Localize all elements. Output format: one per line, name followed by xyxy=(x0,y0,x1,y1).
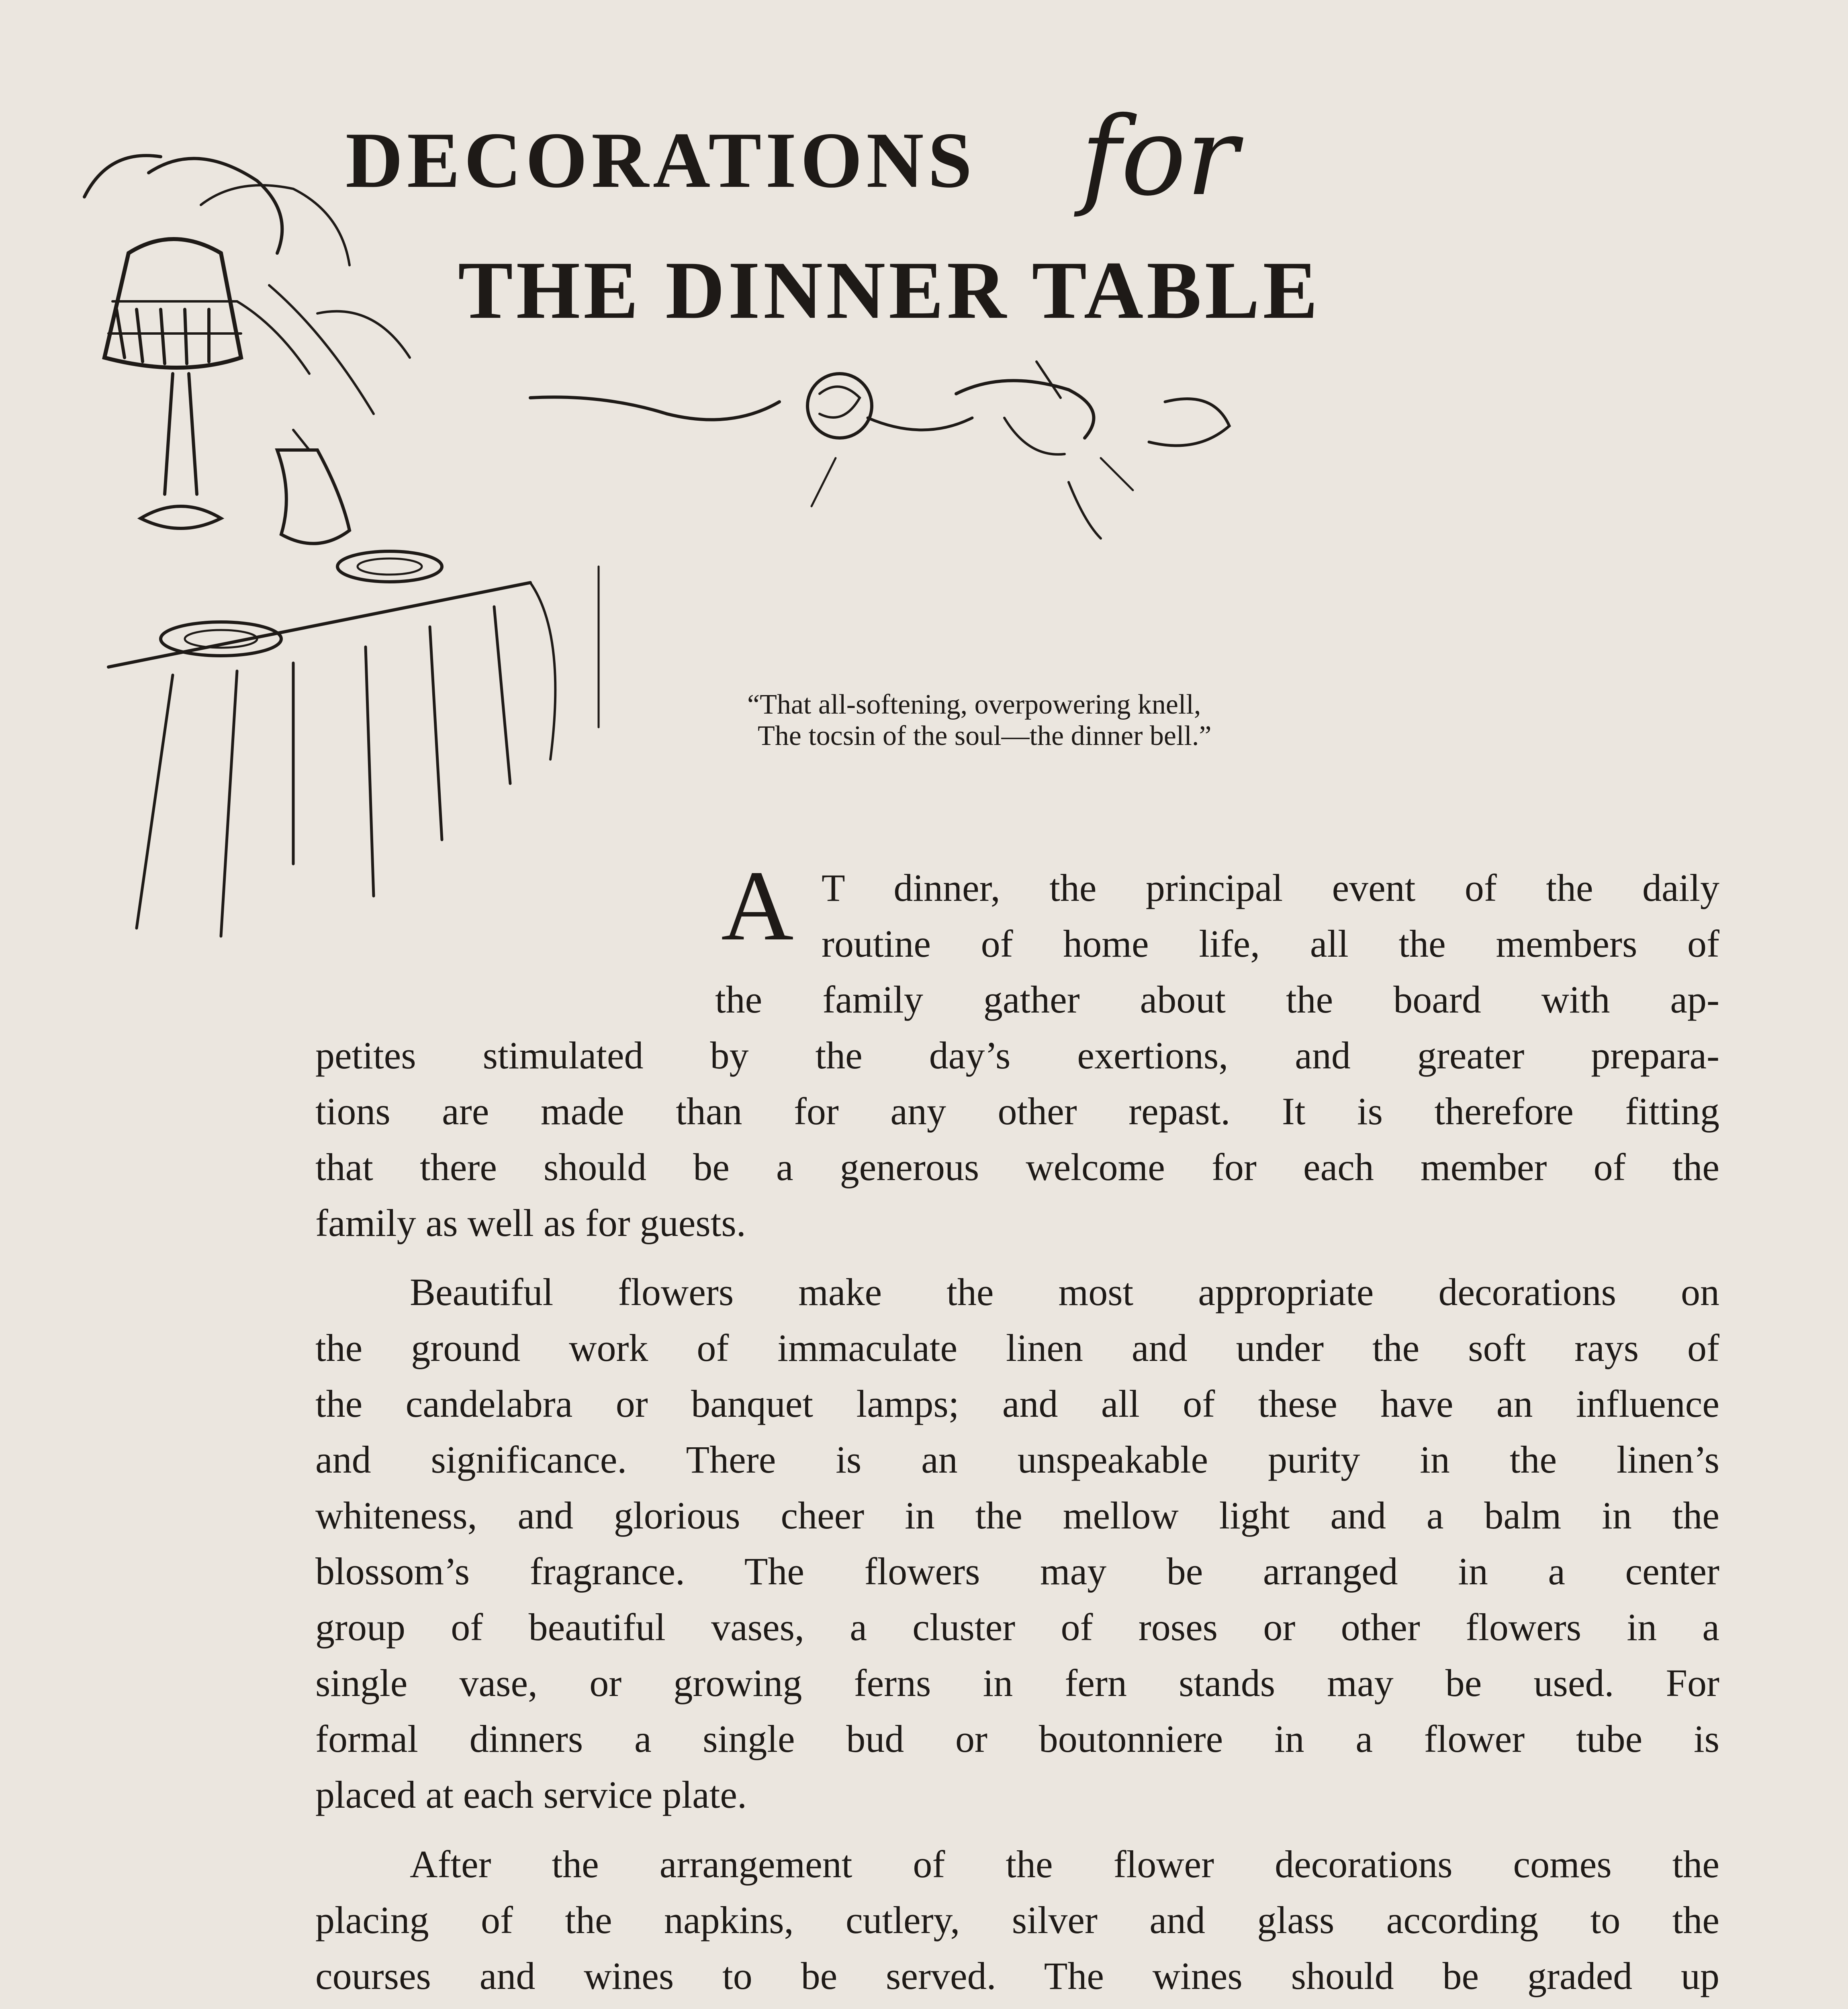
paragraph-line: formal dinners a single bud or boutonniere in a flower tube is xyxy=(315,1717,1719,1760)
title-for: for xyxy=(1081,93,1238,220)
paragraph-1-head-line-2: routine of home life, all the members of xyxy=(822,922,1719,965)
paragraph-1-head-line-1: T dinner, the principal event of the daily xyxy=(822,866,1719,909)
paragraph-1-head-line-3: the family gather about the board with ap- xyxy=(715,978,1719,1021)
paragraph-1-body xyxy=(315,1027,1719,1251)
paragraph-line: courses and wines to be served. The wines should be graded up xyxy=(315,1954,1719,1997)
paragraph-line: petites stimulated by the day’s exertions, and greater prepara- xyxy=(315,1034,1719,1077)
paragraph-line: the ground work of immaculate linen and under the soft rays of xyxy=(315,1326,1719,1369)
epigraph-line-2: The tocsin of the soul—the dinner bell.” xyxy=(758,720,1212,752)
epigraph xyxy=(747,689,1211,752)
paragraph-line: the candelabra or banquet lamps; and all of these have an influence xyxy=(315,1382,1719,1425)
paragraph-line: whiteness, and glorious cheer in the mellow light and a balm in the xyxy=(315,1494,1719,1537)
paragraph-line: group of beautiful vases, a cluster of roses or other flowers in a xyxy=(315,1606,1719,1649)
paragraph-3 xyxy=(315,1836,1719,2009)
paragraph-line: and significance. There is an unspeakable purity in the linen’s xyxy=(315,1438,1719,1481)
paragraph-line: tions are made than for any other repast. It is therefore fitting xyxy=(315,1090,1719,1133)
floral-vignette xyxy=(522,338,1245,546)
paragraph-line: that there should be a generous welcome for each member of the xyxy=(315,1146,1719,1189)
drop-cap: A xyxy=(721,850,794,962)
paragraph-line: single vase, or growing ferns in fern stands may be used. For xyxy=(315,1661,1719,1704)
paragraph-line: placed at each service plate. xyxy=(315,1773,747,1816)
paragraph-line: After the arrangement of the flower decorations comes the xyxy=(410,1843,1719,1886)
paragraph-2 xyxy=(315,1264,1719,1823)
title-decorations: DECORATIONS xyxy=(345,116,976,204)
paragraph-line: blossom’s fragrance. The flowers may be arranged in a center xyxy=(315,1550,1719,1593)
epigraph-line-1: “That all-softening, overpowering knell, xyxy=(747,689,1201,720)
title-the-dinner-table: THE DINNER TABLE xyxy=(458,245,1321,336)
paragraph-line: placing of the napkins, cutlery, silver and glass according to the xyxy=(315,1899,1719,1941)
paragraph-line xyxy=(315,2004,1719,2009)
paragraph-line: Beautiful flowers make the most appropriate decorations on xyxy=(410,1270,1719,1313)
paragraph-line: family as well as for guests. xyxy=(315,1201,746,1244)
